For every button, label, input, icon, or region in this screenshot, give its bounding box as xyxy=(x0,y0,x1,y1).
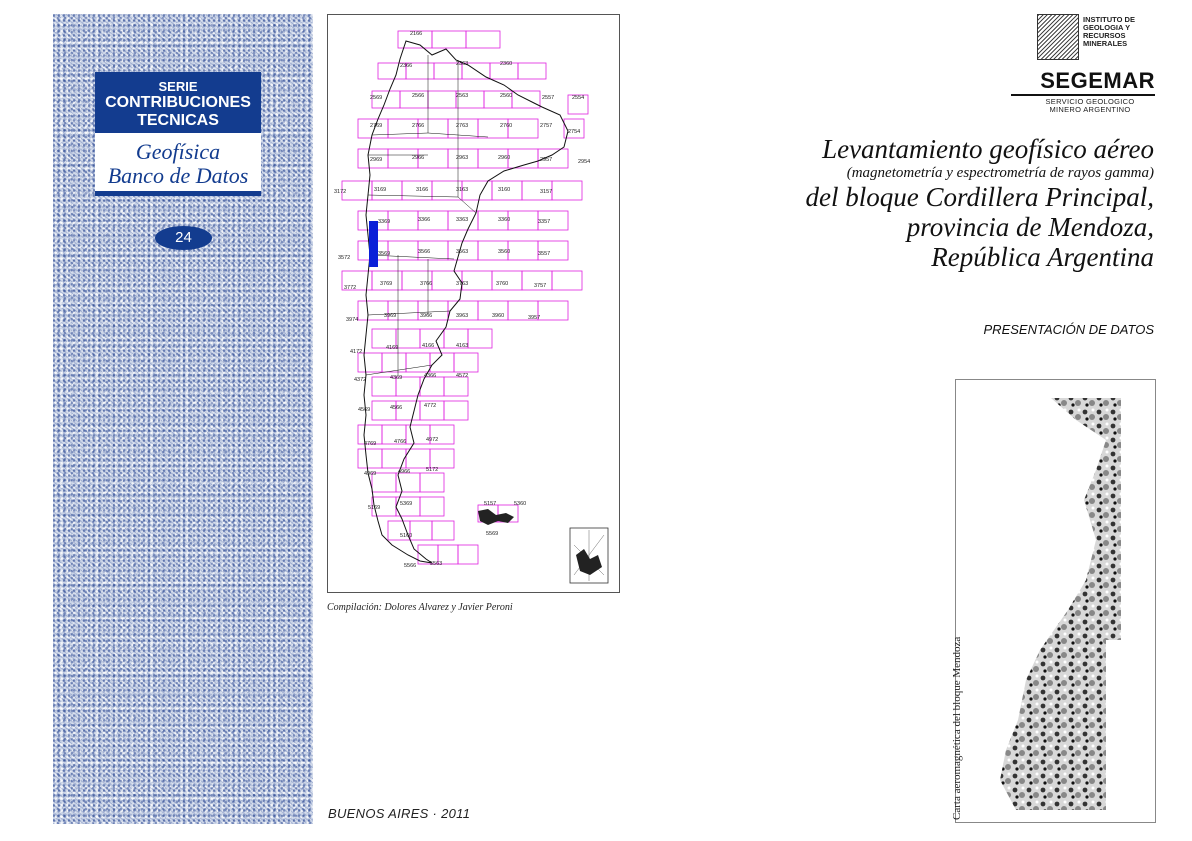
logo-name: SEGEMAR xyxy=(1040,68,1155,93)
sheet-label: 3769 xyxy=(380,281,393,287)
sheet-label: 2963 xyxy=(456,155,469,161)
sheet-label: 4166 xyxy=(422,343,435,349)
sheet-cell xyxy=(410,521,432,540)
sheet-label: 3966 xyxy=(420,313,433,319)
sheet-label: 4966 xyxy=(398,469,411,475)
sheet-cell xyxy=(382,353,406,372)
sheet-label: 2957 xyxy=(540,157,553,163)
sheet-label: 5160 xyxy=(400,533,413,539)
title-line5: República Argentina xyxy=(931,242,1154,272)
sheet-cell xyxy=(466,31,500,48)
document-title xyxy=(806,134,1154,272)
sheet-label: 4972 xyxy=(426,437,439,443)
sheet-label: 3169 xyxy=(374,187,387,193)
sheet-label: 3563 xyxy=(456,249,469,255)
sheet-cell xyxy=(432,31,466,48)
place-year: BUENOS AIRES · 2011 xyxy=(328,806,471,821)
sheet-label: 4572 xyxy=(456,373,469,379)
sheet-label: 4172 xyxy=(350,349,363,355)
sheet-label: 3572 xyxy=(338,255,351,261)
sheet-cell xyxy=(420,497,444,516)
sheet-label: 2360 xyxy=(500,61,513,67)
sheet-label: 3974 xyxy=(346,317,359,323)
title-line2: (magnetometría y espectrometría de rayos gamma) xyxy=(846,165,1154,181)
sheet-label: 2969 xyxy=(370,157,383,163)
sheet-cell xyxy=(468,329,492,348)
sheet-label: 2760 xyxy=(500,123,513,129)
aeromagnetic-chart-image xyxy=(955,379,1156,823)
series-topic xyxy=(95,133,261,196)
sheet-label: 4969 xyxy=(364,471,377,477)
sheet-label: 3772 xyxy=(344,285,357,291)
sheet-label: 2363 xyxy=(456,61,469,67)
sheet-label: 3757 xyxy=(534,283,547,289)
sheet-label: 2569 xyxy=(370,95,383,101)
sheet-label: 3163 xyxy=(456,187,469,193)
sheet-label: 3363 xyxy=(456,217,469,223)
sheet-label: 4369 xyxy=(390,375,403,381)
mendoza-block xyxy=(369,221,378,267)
sheet-cell xyxy=(358,449,382,468)
sheet-cell xyxy=(508,119,538,138)
sheet-label: 5566 xyxy=(404,563,417,569)
sheet-label: 2769 xyxy=(370,123,383,129)
sheet-cell xyxy=(444,377,468,396)
series-label: SERIE xyxy=(158,79,198,94)
sheet-label: 4163 xyxy=(456,343,469,349)
sheet-label: 3766 xyxy=(420,281,433,287)
segemar-logo xyxy=(1009,14,1155,120)
sheet-label: 5157 xyxy=(484,501,497,507)
aeromagnetic-chart-drawing xyxy=(956,380,1155,822)
sheet-cell xyxy=(358,353,382,372)
sheet-cell xyxy=(396,329,420,348)
sheet-label: 3760 xyxy=(496,281,509,287)
sheet-label: 3569 xyxy=(378,251,391,257)
sheet-label: 5369 xyxy=(400,501,413,507)
chart-caption: Carta aeromagnética del bloque Mendoza xyxy=(951,636,963,820)
sheet-label: 5360 xyxy=(514,501,527,507)
sheet-label: 3763 xyxy=(456,281,469,287)
sheet-label: 2563 xyxy=(456,93,469,99)
logo-divider xyxy=(1011,94,1155,96)
sheet-label: 4766 xyxy=(394,439,407,445)
sheet-label: 4372 xyxy=(354,377,367,383)
series-name-line2: TECNICAS xyxy=(137,112,219,129)
sheet-label: 2757 xyxy=(540,123,553,129)
sheet-label: 4769 xyxy=(364,441,377,447)
sheet-cell xyxy=(508,211,538,230)
sheet-label: 3960 xyxy=(492,313,505,319)
sheet-label: 5172 xyxy=(426,467,439,473)
sheet-cell xyxy=(430,449,454,468)
sheet-cell xyxy=(538,301,568,320)
sheet-label: 3969 xyxy=(384,313,397,319)
sheet-cell xyxy=(508,241,538,260)
sheet-label: 3369 xyxy=(378,219,391,225)
sheet-label: 3366 xyxy=(418,217,431,223)
sheet-label: 3172 xyxy=(334,189,347,195)
sheet-label: 2954 xyxy=(578,159,591,165)
series-header xyxy=(95,72,261,133)
sheet-label: 3166 xyxy=(416,187,429,193)
sheet-cell xyxy=(382,449,406,468)
sheet-label: 2366 xyxy=(400,63,413,69)
logo-institute-text: INSTITUTO DE GEOLOGIA Y RECURSOS MINERALES xyxy=(1083,15,1135,48)
sheet-cell xyxy=(552,271,582,290)
sheet-label: 3566 xyxy=(418,249,431,255)
sheet-label: 2166 xyxy=(410,31,423,37)
sheet-label: 4772 xyxy=(424,403,437,409)
title-line1: Levantamiento geofísico aéreo xyxy=(822,134,1154,164)
sheet-label: 3157 xyxy=(540,189,553,195)
sheet-label: 3557 xyxy=(538,251,551,257)
sheet-label: 2566 xyxy=(412,93,425,99)
series-topic-line1: Geofísica xyxy=(135,139,221,164)
sheet-label: 2966 xyxy=(412,155,425,161)
series-topic-line2: Banco de Datos xyxy=(107,163,249,188)
sheet-label: 2554 xyxy=(572,95,585,101)
series-number-badge: 24 xyxy=(155,226,212,250)
sheet-cell xyxy=(444,401,468,420)
sheet-label: 5569 xyxy=(486,531,499,537)
malvinas-islands xyxy=(478,509,514,525)
document-subtitle: PRESENTACIÓN DE DATOS xyxy=(983,322,1154,337)
sheet-cell xyxy=(406,353,430,372)
sheet-label: 3357 xyxy=(538,219,551,225)
series-name-line1: CONTRIBUCIONES xyxy=(105,94,251,111)
sheet-label: 2763 xyxy=(456,123,469,129)
compilation-credit: Compilación: Dolores Alvarez y Javier Peroni xyxy=(327,602,513,613)
logo-emblem-icon xyxy=(1037,14,1079,60)
antarctica-inset xyxy=(570,528,608,583)
sheet-label: 4566 xyxy=(390,405,403,411)
sheet-label: 3957 xyxy=(528,315,541,321)
logo-subtitle: SERVICIO GEOLOGICO MINERO ARGENTINO xyxy=(1045,97,1135,114)
sheet-cell xyxy=(388,211,418,230)
sheet-label: 3160 xyxy=(498,187,511,193)
sheet-cell xyxy=(458,545,478,564)
sheet-label: 4169 xyxy=(386,345,399,351)
sheet-cell xyxy=(518,63,546,79)
series-box xyxy=(95,72,261,196)
sheet-cell xyxy=(430,353,454,372)
map-drawing xyxy=(328,15,619,592)
sheet-label: 2560 xyxy=(500,93,513,99)
sheet-cell xyxy=(428,91,456,108)
sheet-label: 3963 xyxy=(456,313,469,319)
sheet-label: 2960 xyxy=(498,155,511,161)
sheet-label: 4366 xyxy=(424,373,437,379)
sheet-label: 4569 xyxy=(358,407,371,413)
sheet-cell xyxy=(406,449,430,468)
sheet-cell xyxy=(432,521,454,540)
sheet-cell xyxy=(420,473,444,492)
title-line3: del bloque Cordillera Principal, xyxy=(805,182,1154,212)
sheet-label: 2557 xyxy=(542,95,555,101)
sheet-label: 3560 xyxy=(498,249,511,255)
sheet-cell xyxy=(454,353,478,372)
sheet-label: 5563 xyxy=(430,561,443,567)
title-line4: provincia de Mendoza, xyxy=(906,212,1154,242)
sheet-index-map xyxy=(327,14,620,593)
sheet-label: 2766 xyxy=(412,123,425,129)
sheet-label: 2754 xyxy=(568,129,581,135)
sheet-label: 3360 xyxy=(498,217,511,223)
sheet-label: 5169 xyxy=(368,505,381,511)
sheet-cell xyxy=(552,181,582,200)
